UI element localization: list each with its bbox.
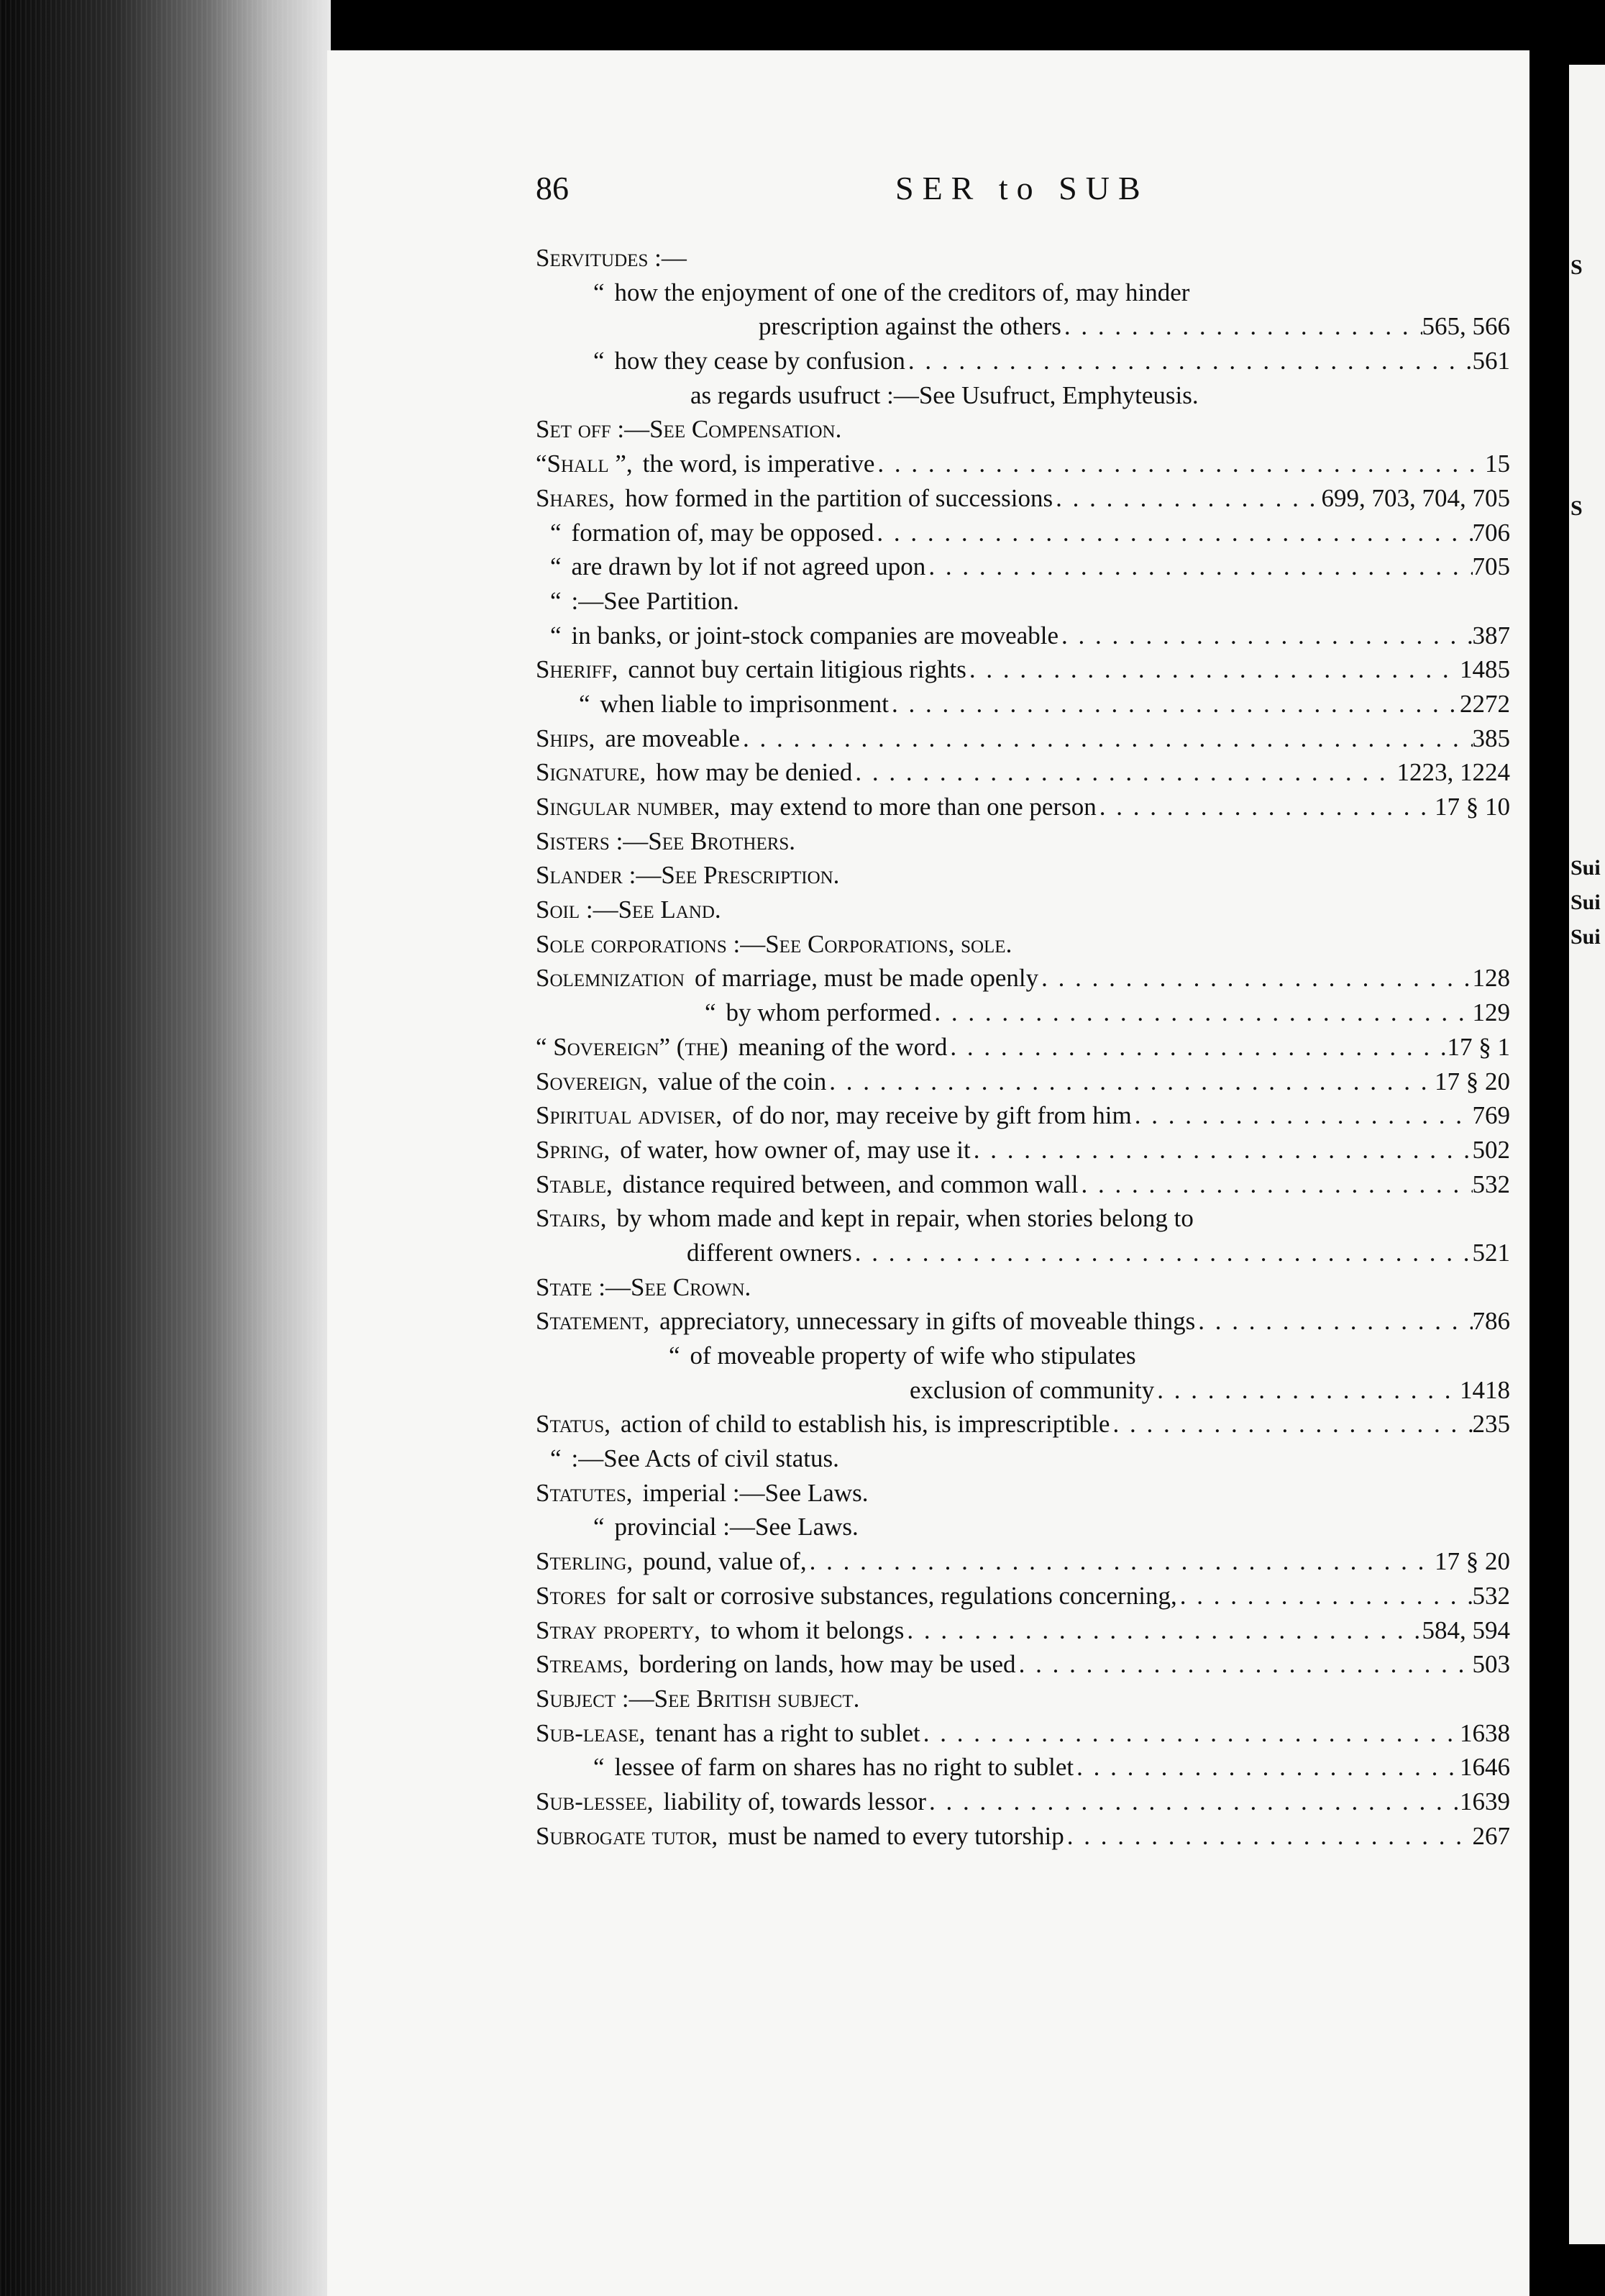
index-entry — [536, 584, 1510, 619]
entry-heading: Sole corporations :—See Corporations, sole. — [536, 929, 1012, 958]
index-entry — [536, 1167, 1510, 1202]
page-reference: 699, 703, 704, 705 — [1321, 483, 1510, 512]
index-entry — [536, 1304, 1510, 1339]
leader-dots — [905, 344, 1473, 378]
entry-text: formation of, may be opposed — [571, 518, 874, 547]
leader-dots — [1016, 1647, 1473, 1681]
index-entry — [536, 1270, 1510, 1305]
index-entry — [536, 1133, 1510, 1167]
entry-heading: State :—See Crown. — [536, 1272, 751, 1301]
index-entry — [536, 996, 1510, 1030]
entry-heading: Signature, — [536, 758, 646, 787]
entry-text: for salt or corrosive substances, regulations concerning, — [616, 1581, 1177, 1610]
entry-text: :—See Acts of civil status. — [571, 1444, 839, 1473]
index-entry — [536, 1407, 1510, 1441]
entry-heading: “ — [550, 586, 562, 615]
index-entry — [536, 275, 1510, 310]
leader-dots — [740, 721, 1473, 755]
entry-heading: “Shall ”, — [536, 450, 633, 478]
entry-text: value of the coin — [657, 1067, 827, 1095]
entry-text: are drawn by lot if not agreed upon — [571, 552, 926, 581]
index-entry — [536, 1236, 1510, 1270]
entry-heading: “ — [705, 998, 716, 1027]
index-entry — [536, 687, 1510, 721]
book-binding-gutter — [0, 0, 331, 2296]
entry-text: in banks, or joint-stock companies are moveable — [571, 621, 1058, 650]
entry-heading: Sovereign, — [536, 1067, 648, 1095]
page-reference: 17 § 10 — [1435, 793, 1510, 821]
leader-dots — [966, 652, 1460, 686]
index-entry — [536, 858, 1510, 893]
index-entry — [536, 1441, 1510, 1476]
entry-heading: Singular number, — [536, 793, 721, 821]
entry-text: prescription against the others — [759, 312, 1061, 341]
entry-heading: “ — [550, 1444, 562, 1473]
leader-dots — [826, 1065, 1435, 1098]
facing-page-fragment: S — [1570, 255, 1583, 279]
page-reference: 17 § 20 — [1435, 1547, 1510, 1576]
entry-heading: “ — [593, 1513, 605, 1541]
page-reference: 1646 — [1460, 1753, 1510, 1782]
page-reference: 532 — [1472, 1581, 1510, 1610]
entry-heading: Stable, — [536, 1170, 613, 1198]
entry-heading: Subrogate tutor, — [536, 1821, 718, 1850]
leader-dots — [1154, 1373, 1460, 1407]
entry-text: of water, how owner of, may use it — [620, 1135, 971, 1164]
entry-text: exclusion of community — [910, 1375, 1155, 1404]
index-entry — [536, 1716, 1510, 1751]
page-reference: 1485 — [1460, 655, 1510, 684]
entry-text: as regards usufruct :—See Usufruct, Emphyteusis. — [690, 381, 1199, 409]
leader-dots — [874, 447, 1485, 480]
index-entry — [536, 652, 1510, 687]
entry-heading: Stray property, — [536, 1616, 701, 1644]
index-entry — [536, 1750, 1510, 1785]
entry-text: when liable to imprisonment — [600, 689, 890, 718]
leader-dots — [971, 1133, 1473, 1167]
entry-heading: Statement, — [536, 1307, 650, 1336]
page-reference: 1638 — [1460, 1718, 1510, 1747]
facing-page-fragment: Sui — [1570, 890, 1601, 914]
leader-dots — [852, 1236, 1473, 1270]
entry-heading: Shares, — [536, 483, 616, 512]
page-reference: 17 § 20 — [1435, 1067, 1510, 1095]
page-reference: 267 — [1472, 1821, 1510, 1850]
entry-heading: “ — [550, 518, 562, 547]
leader-dots — [1074, 1750, 1460, 1784]
page-reference: 2272 — [1460, 689, 1510, 718]
page-reference: 502 — [1472, 1135, 1510, 1164]
index-entry — [536, 1373, 1510, 1408]
index-entry — [536, 927, 1510, 962]
index-entry — [536, 1098, 1510, 1133]
page-reference: 387 — [1472, 621, 1510, 650]
entry-text: of do nor, may receive by gift from him — [732, 1101, 1132, 1130]
running-head: SER to SUB — [895, 170, 1149, 206]
index-entry — [536, 447, 1510, 481]
entry-text: tenant has a right to sublet — [655, 1718, 920, 1747]
index-entry — [536, 790, 1510, 824]
entry-text: :—See Partition. — [571, 586, 739, 615]
page-reference: 705 — [1472, 552, 1510, 581]
leader-dots — [1058, 619, 1473, 652]
leader-dots — [904, 1613, 1422, 1647]
entry-heading: Stores — [536, 1581, 607, 1610]
leader-dots — [1064, 1819, 1473, 1853]
page-reference: 128 — [1472, 964, 1510, 993]
leader-dots — [1078, 1167, 1472, 1201]
entry-heading: “ — [593, 278, 605, 306]
entry-heading: Ships, — [536, 724, 595, 752]
entry-heading: Soil :—See Land. — [536, 896, 721, 924]
entry-text: of moveable property of wife who stipulates — [690, 1341, 1136, 1370]
page-header — [536, 169, 1506, 219]
page-reference: 561 — [1472, 347, 1510, 375]
entry-text: may extend to more than one person — [730, 793, 1097, 821]
index-entry — [536, 344, 1510, 378]
index-entry — [536, 1613, 1510, 1648]
index-entry — [536, 1819, 1510, 1854]
index-entry — [536, 824, 1510, 859]
entry-heading: Subject :—See British subject. — [536, 1684, 860, 1713]
entry-text: pound, value of, — [643, 1547, 807, 1576]
page-number: 86 — [536, 170, 569, 206]
entry-heading: Sheriff, — [536, 655, 618, 684]
leader-dots — [920, 1716, 1460, 1750]
entry-text: are moveable — [605, 724, 740, 752]
index-entries — [536, 241, 1510, 1853]
entry-heading: Stairs, — [536, 1204, 607, 1233]
entry-heading: Statutes, — [536, 1478, 633, 1507]
index-entry — [536, 1682, 1510, 1716]
entry-text: must be named to every tutorship — [728, 1821, 1064, 1850]
index-entry — [536, 893, 1510, 927]
entry-text: provincial :—See Laws. — [614, 1513, 859, 1541]
index-entry — [536, 309, 1510, 344]
leader-dots — [926, 1785, 1460, 1818]
leader-dots — [947, 1030, 1447, 1064]
index-entry — [536, 1065, 1510, 1099]
index-entry — [536, 619, 1510, 653]
index-entry — [536, 1476, 1510, 1511]
entry-heading: Sub-lessee, — [536, 1787, 654, 1816]
index-entry — [536, 721, 1510, 756]
leader-dots — [1061, 309, 1422, 343]
index-entry — [536, 1030, 1510, 1065]
entry-heading: “ — [550, 621, 562, 650]
entry-text: action of child to establish his, is imprescriptible — [621, 1410, 1110, 1439]
entry-heading: Streams, — [536, 1650, 629, 1679]
page-reference: 1418 — [1460, 1375, 1510, 1404]
page-reference: 1639 — [1460, 1787, 1510, 1816]
index-entry — [536, 241, 1510, 275]
index-entry — [536, 755, 1510, 790]
leader-dots — [1053, 481, 1321, 515]
facing-page-fragment: Sui — [1570, 856, 1601, 880]
leader-dots — [852, 755, 1396, 789]
index-entry — [536, 1579, 1510, 1613]
entry-text: cannot buy certain litigious rights — [628, 655, 966, 684]
entry-heading: “ Sovereign” (the) — [536, 1032, 728, 1061]
leader-dots — [1097, 790, 1435, 824]
entry-heading: Sisters :—See Brothers. — [536, 826, 796, 855]
entry-heading: Servitudes :— — [536, 244, 687, 272]
page-reference: 385 — [1472, 724, 1510, 752]
entry-text: by whom performed — [726, 998, 932, 1027]
index-entry — [536, 1647, 1510, 1682]
page-reference: 769 — [1472, 1101, 1510, 1130]
leader-dots — [889, 687, 1460, 721]
index-entry — [536, 1510, 1510, 1544]
entry-heading: Solemnization — [536, 964, 685, 993]
entry-heading: Sub-lease, — [536, 1718, 646, 1747]
entry-heading: “ — [550, 552, 562, 581]
index-entry — [536, 516, 1510, 550]
entry-heading: Spring, — [536, 1135, 611, 1164]
leader-dots — [925, 550, 1472, 583]
leader-dots — [1195, 1304, 1472, 1338]
page-reference: 786 — [1472, 1307, 1510, 1336]
facing-page-fragment: Sui — [1570, 925, 1601, 949]
index-entry — [536, 1339, 1510, 1373]
entry-heading: “ — [579, 689, 590, 718]
entry-text: meaning of the word — [738, 1032, 948, 1061]
index-entry — [536, 961, 1510, 996]
entry-text: different owners — [687, 1238, 852, 1267]
leader-dots — [1177, 1579, 1473, 1613]
entry-text: by whom made and kept in repair, when stories belong to — [616, 1204, 1194, 1233]
entry-text: to whom it belongs — [710, 1616, 905, 1644]
page-reference: 706 — [1472, 518, 1510, 547]
index-entry — [536, 378, 1510, 413]
entry-heading: Spiritual adviser, — [536, 1101, 723, 1130]
index-entry — [536, 1201, 1510, 1236]
index-entry — [536, 1544, 1510, 1579]
entry-text: the word, is imperative — [642, 450, 875, 478]
facing-page-fragment: S — [1570, 496, 1583, 520]
entry-text: distance required between, and common wall — [622, 1170, 1079, 1198]
leader-dots — [1110, 1407, 1472, 1441]
entry-heading: “ — [669, 1341, 680, 1370]
leader-dots — [1038, 961, 1472, 995]
page-reference: 584, 594 — [1422, 1616, 1510, 1644]
entry-heading: “ — [593, 1753, 605, 1782]
entry-heading: Status, — [536, 1410, 611, 1439]
leader-dots — [874, 516, 1472, 550]
page-reference: 129 — [1472, 998, 1510, 1027]
entry-text: imperial :—See Laws. — [642, 1478, 869, 1507]
entry-text: of marriage, must be made openly — [694, 964, 1039, 993]
entry-text: liability of, towards lessor — [663, 1787, 927, 1816]
index-entry — [536, 1785, 1510, 1819]
entry-heading: Set off :—See Compensation. — [536, 415, 842, 444]
entry-heading: Sterling, — [536, 1547, 634, 1576]
page-reference: 521 — [1472, 1238, 1510, 1267]
facing-page-strip — [1569, 65, 1605, 2244]
page-reference: 565, 566 — [1422, 312, 1510, 341]
page-reference: 503 — [1472, 1650, 1510, 1679]
page-reference: 235 — [1472, 1410, 1510, 1439]
index-entry — [536, 550, 1510, 584]
entry-heading: Slander :—See Prescription. — [536, 861, 840, 890]
entry-text: bordering on lands, how may be used — [639, 1650, 1016, 1679]
leader-dots — [807, 1544, 1435, 1578]
entry-text: how formed in the partition of successions — [625, 483, 1053, 512]
entry-heading: “ — [593, 347, 605, 375]
entry-text: lessee of farm on shares has no right to sublet — [614, 1753, 1074, 1782]
page-reference: 532 — [1472, 1170, 1510, 1198]
page-reference: 1223, 1224 — [1396, 758, 1510, 787]
index-entry — [536, 412, 1510, 447]
leader-dots — [1132, 1098, 1473, 1132]
entry-text: how the enjoyment of one of the creditors of, may hinder — [614, 278, 1190, 306]
entry-text: appreciatory, unnecessary in gifts of moveable things — [659, 1307, 1196, 1336]
index-entry — [536, 481, 1510, 516]
entry-text: how may be denied — [656, 758, 853, 787]
leader-dots — [931, 996, 1472, 1029]
entry-text: how they cease by confusion — [614, 347, 905, 375]
page-reference: 17 § 1 — [1447, 1032, 1510, 1061]
page-reference: 15 — [1485, 450, 1510, 478]
